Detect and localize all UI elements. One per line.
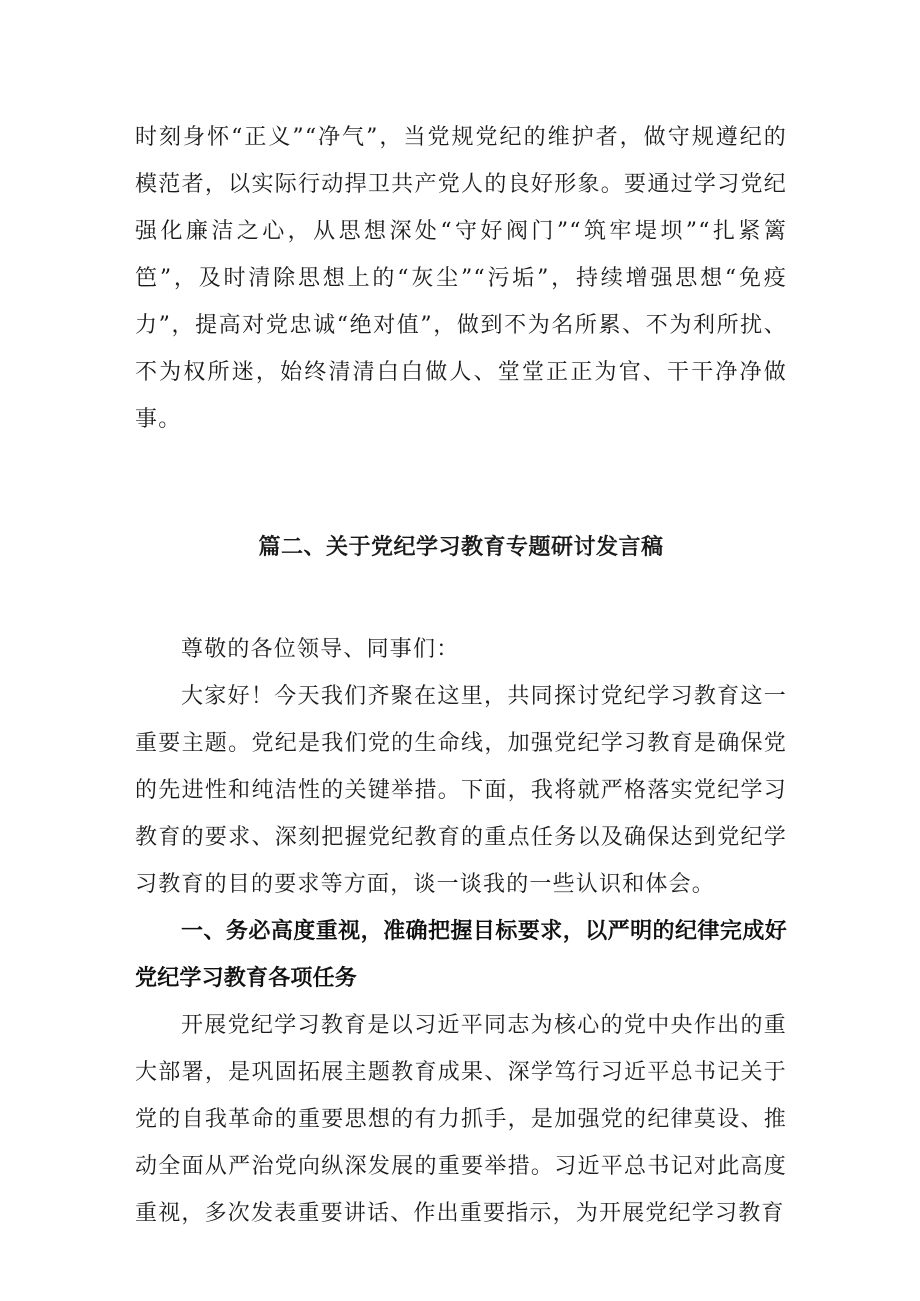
- opening-paragraph: 大家好！今天我们齐聚在这里，共同探讨党纪学习教育这一重要主题。党纪是我们党的生命线，加强党纪学习教育是确保党的先进性和纯洁性的关键举措。下面，我将就严格落实党纪学习教育的要求、深刻把握党纪教育的重点任务以及确保达到党纪学习教育的目的要求等方面，谈一谈我的一些认识和体会。: [135, 684, 787, 897]
- article-title: 篇二、关于党纪学习教育专题研讨发言稿: [258, 535, 664, 560]
- section-heading: 一、务必高度重视，准确把握目标要求，以严明的纪律完成好党纪学习教育各项任务: [135, 919, 787, 991]
- intro-paragraph: 时刻身怀“正义”“净气”，当党规党纪的维护者，做守规遵纪的模范者，以实际行动捍卫共产党人的良好形象。要通过学习党纪强化廉洁之心，从思想深处“守好阀门”“筑牢堤坝”“扎紧篱笆”，及时清除思想上的“灰尘”“污垢”，持续增强思想“免疫力”，提高对党忠诚“绝对值”，做到不为名所累、不为利所扰、不为权所迷，始终清清白白做人、堂堂正正为官、干干净净做事。: [135, 125, 787, 432]
- body-paragraph: 开展党纪学习教育是以习近平同志为核心的党中央作出的重大部署，是巩固拓展主题教育成果、深学笃行习近平总书记关于党的自我革命的重要思想的有力抓手，是加强党的纪律莫设、推动全面从严治党向纵深发展的重要举措。习近平总书记对此高度重视，多次发表重要讲话、作出重要指示，为开展党纪学习教育: [135, 1013, 787, 1226]
- salutation: 尊敬的各位领导、同事们：: [181, 637, 460, 662]
